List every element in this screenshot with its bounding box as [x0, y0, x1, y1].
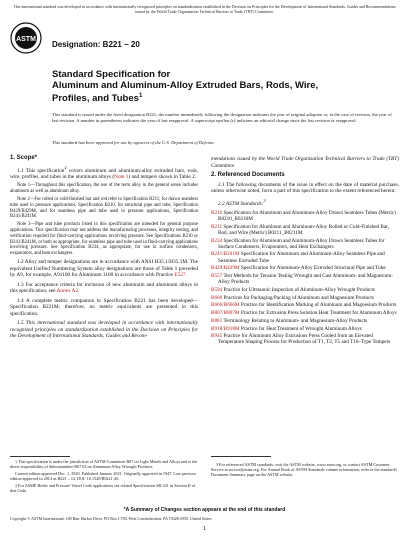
- e527-link[interactable]: E527: [174, 272, 186, 279]
- p1-2-text-b: .: [185, 272, 187, 279]
- right-column: [211, 156, 399, 347]
- note-1-link[interactable]: Note 1: [114, 173, 129, 180]
- reference-item: [211, 318, 399, 324]
- title-line-3: [52, 91, 342, 104]
- paragraph-2-2: [211, 198, 399, 207]
- reference-title: Practice for Ultrasonic Inspection of Aluminum-Alloy Wrought Products: [222, 287, 375, 293]
- reference-code-link[interactable]: B881: [211, 317, 223, 324]
- reference-title: Test Methods for Tension Testing Wrought and Cast Aluminum- and Magnesium-Alloy Products: [218, 273, 394, 286]
- footnote-divider: [10, 456, 70, 457]
- reference-title: Specification for Aluminum and Aluminum-Alloy Drawn Seamless Tubes for Surface Condensers, Evaporators, and Heat Exchangers: [218, 237, 385, 250]
- wto-notice: This international standard was developed in accordance with internationally recognized principles on standardization established in the Decision on Principles for the Development of International Standards, Guides and Recommendations issued by the World Trade Organization Technical Barriers to Trade (TBT) Committee.: [13, 4, 396, 14]
- p1-3-text-a: 1.3 For acceptance criteria for inclusion of new aluminum and aluminum alloys in this specification, see: [10, 281, 198, 295]
- reference-code-link[interactable]: B660: [211, 294, 223, 301]
- p1-2-text-a: 1.2 Alloy and temper designations are in accordance with ANSI H35.1/H35.1M. The equivalent Unified Numbering System alloy designations are those of Table 1 preceded by A9, for example, A91100 for Aluminum 1100 in accordance with Practice: [10, 259, 198, 279]
- reference-title: Practice for Heat Treatment of Wrought Aluminum Alloys: [239, 325, 362, 332]
- reference-code-link[interactable]: B210: [211, 209, 223, 216]
- reference-item: [211, 238, 399, 250]
- reference-item: [211, 273, 399, 285]
- reference-title: Practices for Packaging/Packing of Aluminum and Magnesium Products: [222, 294, 374, 301]
- referenced-documents-heading: 2. Referenced Documents: [211, 172, 285, 178]
- left-footnotes: [10, 459, 198, 495]
- title-line-1: Standard Specification for: [52, 69, 171, 80]
- title-line-2: Aluminum and Aluminum-Alloy Extruded Bars, Rods, Wire,: [52, 80, 319, 91]
- reference-list: [211, 210, 399, 346]
- reference-item: [211, 295, 399, 301]
- paragraph-2-1: 2.1 The following documents of the issue in effect on the date of material purchase, unless otherwise noted, form a part of this specification to the extent referenced herein:: [211, 181, 399, 194]
- designation: Designation: B221 − 20: [52, 40, 140, 49]
- reference-title: Specification for Aluminum and Aluminum-Alloy Seamless Pipe and Seamless Extruded Tube: [218, 251, 385, 264]
- footnote-1-edition: Current edition approved Dec. 1, 2020. Published January 2021. Originally approved in 1947. Last previous edition approved in 2014 as B221 – 14. DOI: 10.1520/B0221-20.: [10, 470, 197, 482]
- footnote-1: 1 This specification is under the jurisdiction of ASTM Committee B07 on Light Metals and Alloys and is the direct responsibility of Subcommittee B07.03 on Aluminum Alloy Wrought Products.: [10, 459, 198, 470]
- reference-code-link[interactable]: B429/B429M: [211, 265, 240, 272]
- reference-item: [211, 333, 399, 345]
- reference-code-link[interactable]: B918/B918M: [211, 325, 240, 332]
- reference-title: Practice for Identification Marking of Aluminum and Magnesium Products: [239, 302, 397, 309]
- reference-code-link[interactable]: B234: [211, 237, 223, 244]
- reference-item: [211, 210, 399, 222]
- reference-code-link[interactable]: B241/B241M: [211, 251, 240, 258]
- svg-text:ASTM: ASTM: [16, 36, 36, 43]
- copyright-line: Copyright © ASTM International, 100 Barr Harbor Drive, PO Box C700, West Conshohocken, PA 19428-2959. United States: [10, 516, 212, 521]
- reference-code-link[interactable]: B211: [211, 223, 223, 230]
- reference-title: Practice for Extrusion Press Solution Heat Treatment for Aluminum Alloys: [239, 310, 397, 317]
- title-footnote-marker: 1: [138, 93, 143, 99]
- reference-code-link[interactable]: B557: [211, 273, 223, 280]
- reference-title: Practice for Aluminum Alloy Extrusions Press Cooled from an Elevated Temperature Shaping Process for Production of T1, T2, T5 and T10–Type Tempers: [218, 333, 391, 346]
- reference-item: [211, 326, 399, 332]
- summary-of-changes-note: *A Summary of Changes section appears at the end of this standard: [123, 507, 286, 513]
- p2-2-text: 2.2 ASTM Standards:: [218, 200, 264, 207]
- reference-item: [211, 310, 399, 316]
- reference-item: [211, 287, 399, 293]
- title-line-3-text: Profiles, and Tubes: [52, 93, 139, 105]
- p1-3-text-b: .: [78, 288, 80, 295]
- reference-code-link[interactable]: B807/B807M: [211, 310, 240, 317]
- astm-logo-icon: [10, 22, 42, 54]
- p1-1-text-b: covers aluminum and aluminum-alloy extruded bars, rods, wire, profiles, and tubes in the aluminum alloys (: [10, 167, 198, 180]
- paragraph-1-5: 1.5 This international standard was developed in accordance with internationally recognized principles on standardization established in the Decision on Principles for the Development of International Standards, Guides and Recom-: [10, 320, 198, 340]
- reference-item: [211, 302, 399, 308]
- reference-item: [211, 224, 399, 236]
- paragraph-1-3: [10, 282, 198, 295]
- scope-heading: 1. Scope*: [10, 155, 38, 161]
- approved-note: This standard has been approved for use by agencies of the U.S. Department of Defense.: [52, 140, 215, 145]
- note-1: Note 1—Throughout this specification, the use of the term alloy in the general sense includes aluminum as well as aluminum alloy.: [10, 183, 198, 194]
- p2-2-footnote-marker: 3: [263, 197, 266, 203]
- reference-code-link[interactable]: B594: [211, 287, 223, 293]
- reference-title: Terminology Relating to Aluminum- and Magnesium-Alloy Products: [222, 317, 368, 324]
- paragraph-1-5-continued: mendations issued by the World Trade Organization Technical Barriers to Trade (TBT) Committee.: [211, 156, 399, 169]
- document-title: [52, 69, 342, 104]
- footnote-3: 3 For referenced ASTM standards, visit the ASTM website, www.astm.org, or contact ASTM Customer Service at service@astm.org. For Annual Book of ASTM Standards volume information, refer to the standard's Document Summary page on the ASTM website.: [211, 462, 398, 478]
- left-column: [10, 152, 198, 343]
- page-number: 1: [203, 526, 206, 532]
- footnote-divider-right: [211, 456, 271, 457]
- paragraph-1-1: [10, 165, 198, 181]
- paragraph-1-2: [10, 259, 198, 279]
- paragraph-1-4: 1.4 A complete metric companion to Specification B221 has been developed—Specification B221M; therefore, no metric equivalents are presented in this specification.: [10, 297, 198, 317]
- note-3: Note 3—Pipe and tube products listed in this specification are intended for general purpose applications. This specification may not address the manufacturing processes, integrity testing, and verification required for fluid-carrying applications involving pressure. See Specifications B210 or B241/B241M, or both as appropriate, for seamless pipe and tube used in fluid-carrying applications involving pressure. See Specification B234, as appropriate, for use in surface condensers, evaporators, and heat exchangers.: [10, 222, 198, 256]
- annex-a2-link[interactable]: Annex A2: [56, 288, 79, 295]
- reference-title: Specification for Aluminum and Aluminum-Alloy Rolled or Cold-Finished Bar, Rod, and Wire (Metric) B0211_B0211M: [218, 223, 389, 236]
- reference-code-link[interactable]: B945: [211, 333, 223, 340]
- p1-1-text-c: ) and tempers shown in Table 2.: [128, 173, 197, 180]
- reference-item: [211, 265, 399, 271]
- footnote-2: 2 For ASME Boiler and Pressure Vessel Code applications see related Specification SB-221 in Section II of that Code.: [10, 482, 196, 494]
- p1-1-footnote-marker: 2: [64, 164, 67, 170]
- reference-code-link[interactable]: B666/B666M: [211, 302, 240, 309]
- reference-title: Specification for Aluminum and Aluminum-Alloy Drawn Seamless Tubes (Metric) B0210_B0210M: [218, 209, 396, 222]
- reference-item: [211, 251, 399, 263]
- p1-1-text-a: 1.1 This specification: [17, 167, 65, 174]
- note-2: Note 2—For rolled or cold-finished bar and rod refer to Specification B211; for drawn seamless tube used in pressure applications, Specification B210, for structural pipe and tube, Specification B429/B429M, and for seamless pipe and tube used in pressure applications, Specification B241/B241M.: [10, 197, 198, 220]
- issued-note: This standard is issued under the fixed designation B221; the number immediately following the designation indicates the year of original adoption or, in the case of revision, the year of last revision. A number in parentheses indicates the year of last reapproval. A superscript epsilon (ε) indicates an editorial change since the last revision or reapproval.: [52, 112, 392, 123]
- reference-title: Specification for Aluminum-Alloy Extruded Structural Pipe and Tube: [239, 265, 386, 272]
